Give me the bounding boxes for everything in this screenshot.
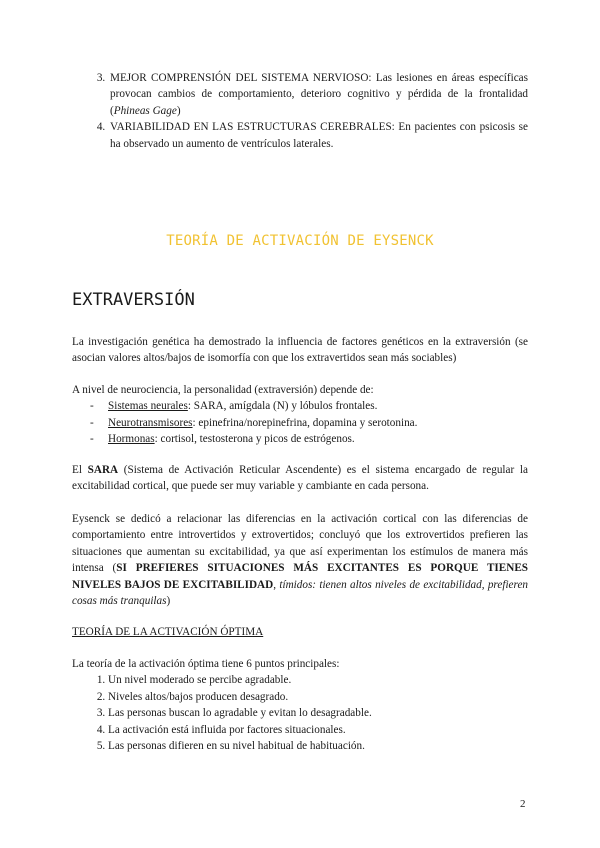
paragraph-neuro-intro: A nivel de neurociencia, la personalidad (extraversión) depende de: [72, 384, 374, 396]
subheading-text: TEORÍA DE LA ACTIVACIÓN ÓPTIMA [72, 626, 264, 638]
list-item [108, 70, 528, 119]
list-item [90, 431, 528, 447]
list-item: 3. Las personas buscan lo agradable y evitan lo desagradable. [108, 705, 528, 721]
list-item-tail: ) [176, 104, 181, 117]
text-run: Eysenck se dedicó a relacionar las diferencias en la activación cortical con las diferencias de comportamiento entre introvertidos y extrovertidos; concluyó que los extrovertidos prefieren las situaciones que aumentan su excitabilidad, ya que así experimentan los estímulos de manera más intensa ( [72, 513, 528, 575]
text-run: , [273, 578, 280, 591]
paragraph-optimal-intro: La teoría de la activación óptima tiene 6 puntos principales: [72, 658, 340, 670]
list-item-italic: Phineas Gage [113, 104, 177, 117]
bullet-term: Neurotransmisores [108, 416, 193, 429]
paragraph-sara [72, 462, 528, 495]
list-item: 5. Las personas difieren en su nivel habitual de habituación. [108, 738, 528, 754]
optimal-section [72, 656, 528, 754]
paragraph-eysenck [72, 511, 528, 609]
neuro-section [72, 382, 528, 448]
list-item-text: En pacientes con psicosis se ha observado un aumento de ventrículos laterales. [110, 121, 528, 150]
text-run: El [72, 464, 88, 476]
list-item [90, 415, 528, 431]
list-item: 1. Un nivel moderado se percibe agradable. [108, 672, 528, 688]
bullet-term: Hormonas [108, 433, 155, 446]
text-run: ) [166, 595, 171, 608]
list-item-heading: MEJOR COMPRENSIÓN DEL SISTEMA NERVIOSO: [110, 72, 372, 84]
list-item-text: Las lesiones en áreas específicas provocan cambios de comportamiento, deterioro cognitivo y pérdida de la frontalidad ( [110, 72, 528, 117]
neuro-bullet-list [72, 398, 528, 447]
list-item: 4. La activación está influida por factores situacionales. [108, 722, 528, 738]
heading-extraversion: EXTRAVERSIÓN [72, 290, 195, 310]
bullet-text: : SARA, amígdala (N) y lóbulos frontales. [187, 400, 378, 413]
list-item [90, 398, 528, 414]
bold-statement: SI PREFIERES SITUACIONES MÁS EXCITANTES ES PORQUE TIENES NIVELES BAJOS DE EXCITABILIDAD [72, 562, 529, 591]
optimal-numbered-list [72, 672, 528, 754]
bullet-text: : epinefrina/norepinefrina, dopamina y serotonina. [192, 416, 418, 429]
bold-term: SARA [87, 464, 119, 476]
list-item [108, 119, 528, 152]
bullet-term: Sistemas neurales [108, 400, 188, 413]
section-title: TEORÍA DE ACTIVACIÓN DE EYSENCK [166, 233, 434, 249]
top-numbered-list [72, 70, 528, 152]
text-run: (Sistema de Activación Reticular Ascendente) es el sistema encargado de regular la excitabilidad cortical, que puede ser muy variable y cambiante en cada persona. [72, 464, 528, 493]
italic-note: tímidos: tienen altos niveles de excitabilidad, prefieren cosas más tranquilas [72, 578, 529, 608]
bullet-text: : cortisol, testosterona y picos de estrógenos. [154, 433, 355, 446]
list-item-heading: VARIABILIDAD EN LAS ESTRUCTURAS CEREBRALES: [110, 121, 395, 134]
page-number: 2 [520, 798, 526, 810]
list-item: 2. Niveles altos/bajos producen desagrado. [108, 689, 528, 705]
subheading-optimal-activation [72, 624, 528, 640]
paragraph-genetics: La investigación genética ha demostrado la influencia de factores genéticos en la extraversión (se asocian valores altos/bajos de isomorfía con que los extravertidos sean más sociables) [72, 336, 528, 365]
